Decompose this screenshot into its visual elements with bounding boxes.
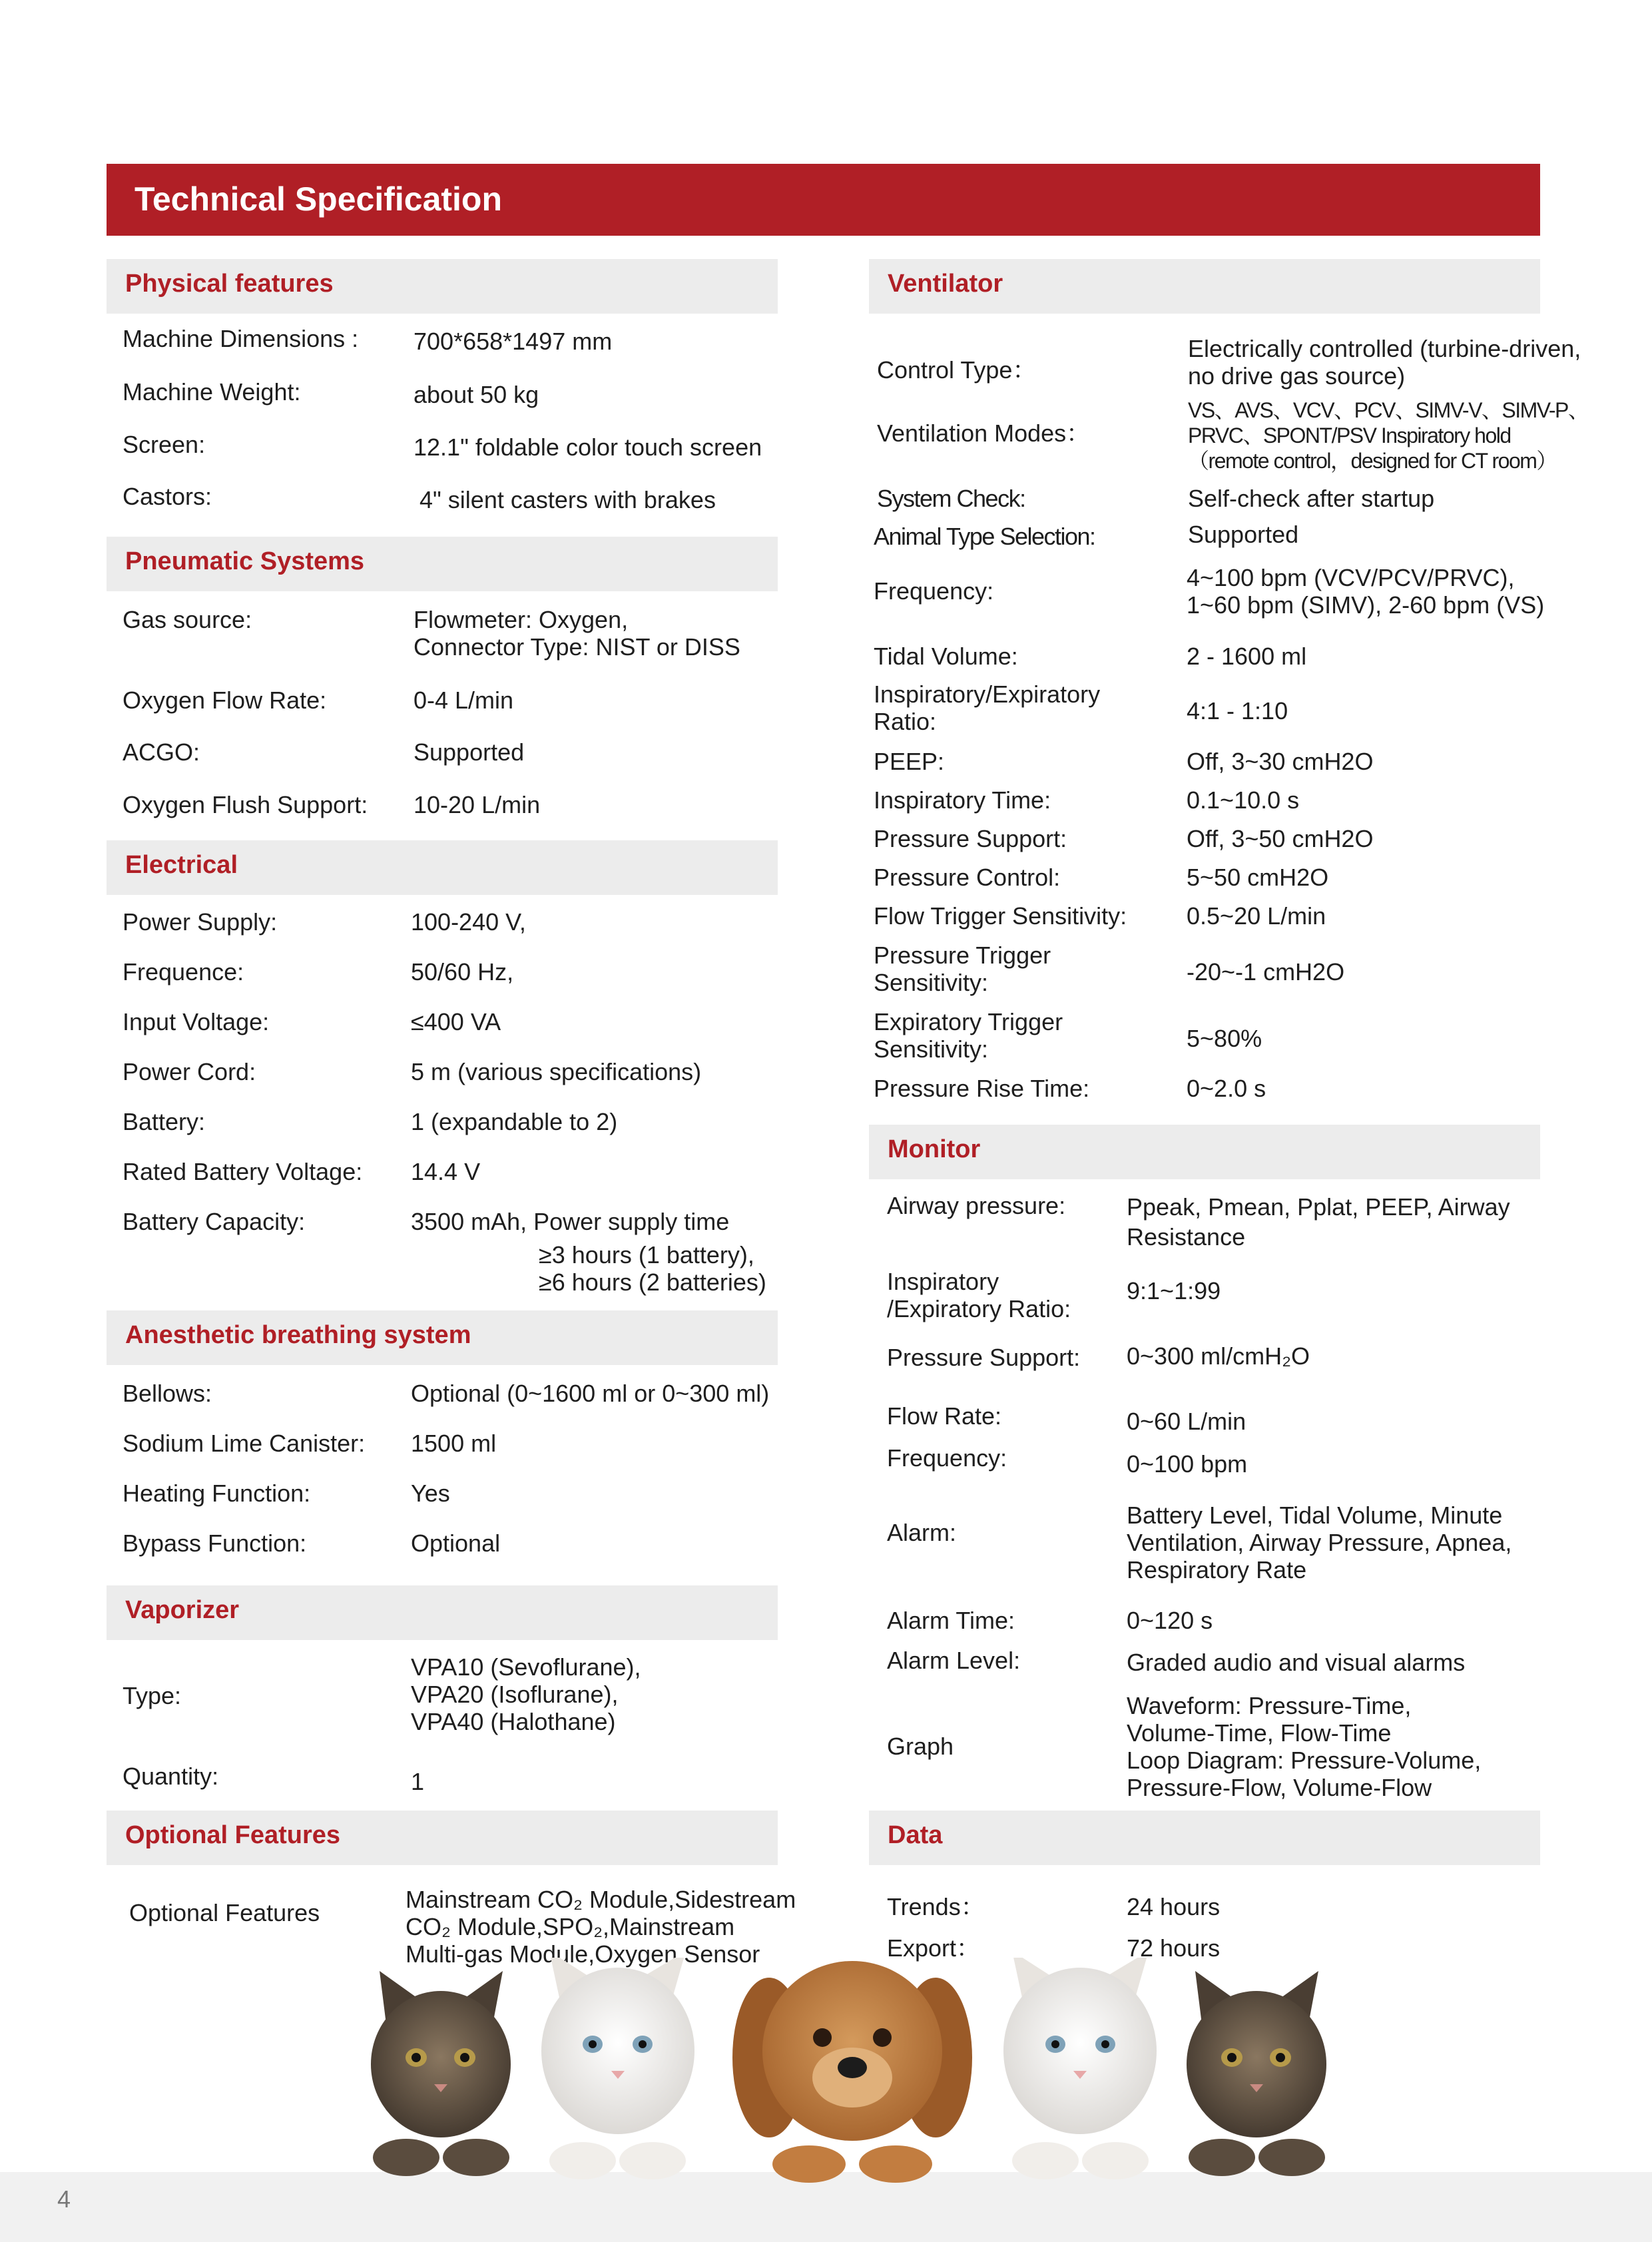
spec-value: 0~2.0 s (1187, 1075, 1266, 1102)
spec-label: Battery: (123, 1108, 206, 1135)
spec-label: Pressure Trigger Sensitivity: (874, 942, 1051, 996)
spec-label: Frequency: (887, 1444, 1007, 1472)
spec-value: ≤400 VA (411, 1008, 501, 1035)
spec-label: Quantity: (123, 1763, 219, 1790)
spec-label: Power Supply: (123, 908, 278, 936)
spec-value: 12.1" foldable color touch screen (413, 433, 762, 461)
spec-label: Oxygen Flow Rate: (123, 687, 327, 714)
spec-value: 0.1~10.0 s (1187, 786, 1300, 814)
spec-value: Optional (411, 1530, 501, 1557)
spec-label: Animal Type Selection: (874, 523, 1095, 550)
section-electrical (107, 840, 778, 895)
spec-label: Frequency: (874, 577, 994, 605)
spec-label: Inspiratory /Expiratory Ratio: (887, 1268, 1071, 1322)
spec-value: 1 (411, 1768, 425, 1795)
spec-value: Supported (413, 738, 525, 766)
spec-label: Control Type： (877, 356, 1037, 384)
spec-value: Yes (411, 1480, 450, 1507)
spec-label: Inspiratory/Expiratory Ratio: (874, 681, 1101, 735)
spec-value: 10-20 L/min (413, 791, 541, 818)
section-title: Pneumatic Systems (125, 547, 365, 575)
spec-value: Optional (0~1600 ml or 0~300 ml) (411, 1380, 770, 1407)
spec-value: 4:1 - 1:10 (1187, 697, 1288, 724)
pets-peeking-icon (360, 1958, 1345, 2184)
spec-label: Alarm: (887, 1519, 957, 1546)
spec-label: Ventilation Modes： (877, 420, 1091, 447)
spec-value: Self-check after startup (1188, 485, 1435, 512)
spec-label: Airway pressure: (887, 1192, 1066, 1219)
spec-label: Inspiratory Time: (874, 786, 1051, 814)
spec-label: Bypass Function: (123, 1530, 307, 1557)
spec-label: Export： (887, 1934, 981, 1962)
spec-value: 4" silent casters with brakes (419, 486, 716, 513)
spec-value: Off, 3~50 cmH2O (1187, 825, 1374, 852)
spec-label: Power Cord: (123, 1058, 256, 1085)
spec-label: Pressure Support: (874, 825, 1067, 852)
spec-label: Graph (887, 1733, 954, 1760)
section-title: Data (888, 1821, 943, 1849)
spec-label: Flow Trigger Sensitivity: (874, 902, 1127, 930)
spec-label: Trends： (887, 1893, 985, 1920)
spec-label: PEEP: (874, 748, 945, 775)
spec-value: 24 hours (1127, 1893, 1221, 1920)
spec-label: Gas source: (123, 606, 252, 633)
spec-value: about 50 kg (413, 381, 539, 408)
spec-value: 9:1~1:99 (1127, 1277, 1221, 1304)
section-monitor (869, 1125, 1540, 1179)
spec-value: 0.5~20 L/min (1187, 902, 1326, 930)
spec-value: VS、AVS、VCV、PCV、SIMV-V、SIMV-P、 PRVC、SPONT/PSV Inspiratory hold （remote control，designed for CT room） (1188, 398, 1589, 473)
spec-label: Type: (123, 1682, 182, 1709)
spec-value: 4~100 bpm (VCV/PCV/PRVC), 1~60 bpm (SIMV), 2-60 bpm (VS) (1187, 564, 1545, 619)
spec-label: Pressure Control: (874, 864, 1061, 891)
spec-value: Battery Level, Tidal Volume, Minute Ventilation, Airway Pressure, Apnea, Respiratory Rate (1127, 1502, 1512, 1583)
spec-value: 72 hours (1127, 1934, 1221, 1962)
section-physical-features (107, 259, 778, 314)
spec-value: Electrically controlled (turbine-driven, no drive gas source) (1188, 335, 1581, 390)
spec-value: Graded audio and visual alarms (1127, 1649, 1466, 1676)
section-title: Physical features (125, 270, 334, 298)
spec-value: 14.4 V (411, 1158, 481, 1185)
spec-label: Optional Features (129, 1899, 320, 1926)
spec-value: 50/60 Hz, (411, 958, 514, 985)
spec-value: 100-240 V, (411, 908, 526, 936)
spec-label: Bellows: (123, 1380, 212, 1407)
spec-value: 0-4 L/min (413, 687, 514, 714)
page-number: 4 (57, 2185, 71, 2213)
section-title: Monitor (888, 1135, 981, 1163)
spec-value: Off, 3~30 cmH2O (1187, 748, 1374, 775)
spec-value: Supported (1188, 521, 1299, 548)
spec-value: 0~60 L/min (1127, 1408, 1246, 1435)
spec-label: Tidal Volume: (874, 643, 1018, 670)
spec-label: Frequence: (123, 958, 244, 985)
spec-label: Screen: (123, 431, 206, 458)
section-title: Electrical (125, 851, 238, 879)
section-anesthetic-breathing-system (107, 1310, 778, 1365)
spec-label: Sodium Lime Canister: (123, 1430, 366, 1457)
spec-label: ACGO: (123, 738, 200, 766)
spec-value: Flowmeter: Oxygen, Connector Type: NIST or DISS (413, 606, 740, 661)
spec-value: 1 (expandable to 2) (411, 1108, 618, 1135)
spec-value: 5~80% (1187, 1025, 1262, 1052)
section-title: Anesthetic breathing system (125, 1321, 471, 1349)
spec-value: 700*658*1497 mm (413, 328, 613, 355)
spec-label: Input Voltage: (123, 1008, 270, 1035)
white-cat-left (541, 1958, 694, 2179)
spec-value: 5~50 cmH2O (1187, 864, 1329, 891)
spec-value: 0~100 bpm (1127, 1450, 1248, 1478)
section-ventilator (869, 259, 1540, 314)
spec-value: 2 - 1600 ml (1187, 643, 1307, 670)
spec-value: -20~-1 cmH2O (1187, 958, 1345, 985)
spec-label: Rated Battery Voltage: (123, 1158, 363, 1185)
section-pneumatic-systems (107, 537, 778, 591)
puppy-center (732, 1961, 972, 2183)
tabby-cat-right (1187, 1971, 1326, 2176)
spec-value: 1500 ml (411, 1430, 497, 1457)
spec-label: Alarm Time: (887, 1607, 1015, 1634)
spec-value: 3500 mAh, Power supply time (411, 1208, 730, 1235)
spec-label: Heating Function: (123, 1480, 311, 1507)
spec-label: Pressure Support: (887, 1344, 1081, 1371)
white-cat-right (1003, 1958, 1157, 2179)
spec-value: Ppeak, Pmean, Pplat, PEEP, Airway Resistance (1127, 1193, 1510, 1251)
spec-label: Castors: (123, 483, 212, 510)
section-optional-features (107, 1811, 778, 1865)
spec-label: Alarm Level: (887, 1647, 1021, 1674)
spec-label: Battery Capacity: (123, 1208, 306, 1235)
spec-label: Machine Dimensions : (123, 325, 359, 352)
spec-label: Oxygen Flush Support: (123, 791, 368, 818)
section-data (869, 1811, 1540, 1865)
section-vaporizer (107, 1585, 778, 1640)
section-title: Optional Features (125, 1821, 341, 1849)
spec-label: Pressure Rise Time: (874, 1075, 1090, 1102)
spec-label: Expiratory Trigger Sensitivity: (874, 1008, 1063, 1063)
spec-label: System Check: (877, 485, 1025, 512)
spec-value-continued: ≥3 hours (1 battery), ≥6 hours (2 batteries) (539, 1241, 766, 1296)
page-title: Technical Specification (135, 180, 503, 218)
spec-value: 0~120 s (1127, 1607, 1213, 1634)
spec-value: 5 m (various specifications) (411, 1058, 702, 1085)
section-title: Vaporizer (125, 1596, 240, 1624)
spec-value: 0~300 ml/cmH₂O (1127, 1342, 1310, 1370)
section-title: Ventilator (888, 270, 1003, 298)
spec-value: Waveform: Pressure-Time, Volume-Time, Flow-Time Loop Diagram: Pressure-Volume, Pressure-Flow, Volume-Flow (1127, 1692, 1482, 1801)
spec-label: Machine Weight: (123, 378, 301, 406)
spec-label: Flow Rate: (887, 1402, 1002, 1430)
spec-value: VPA10 (Sevoflurane), VPA20 (Isoflurane), VPA40 (Halothane) (411, 1653, 641, 1735)
tabby-cat-left (371, 1971, 511, 2176)
title-banner (107, 164, 1540, 236)
spec-value: Mainstream CO₂ Module,Sidestream CO₂ Module,SPO₂,Mainstream Multi-gas Module,Oxygen Sensor (406, 1886, 796, 1968)
